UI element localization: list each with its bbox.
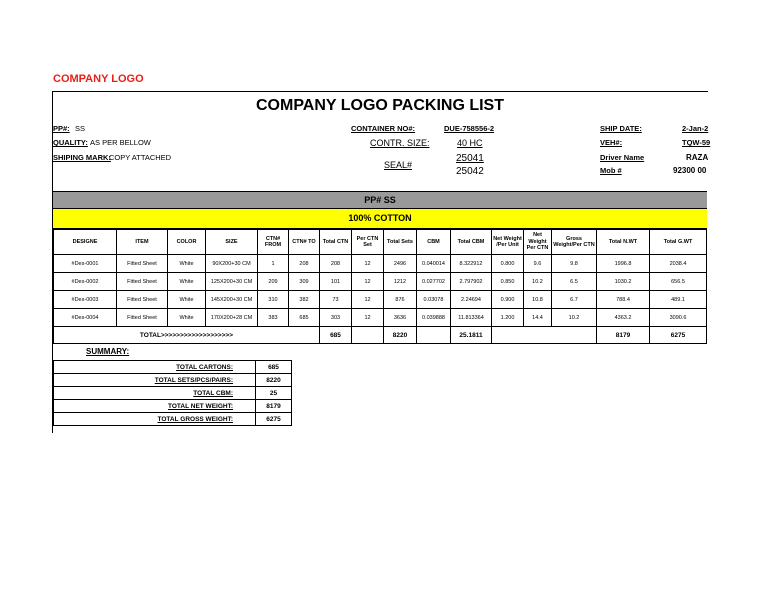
quality-label: QUALITY: xyxy=(53,138,88,147)
table-cell: 656.5 xyxy=(650,273,707,291)
column-header: Net Weight /Per Unit xyxy=(492,230,524,255)
table-cell: 101 xyxy=(320,273,352,291)
table-cell: 309 xyxy=(289,273,320,291)
table-cell: Fitted Sheet xyxy=(117,309,168,327)
summary-label: TOTAL GROSS WEIGHT: xyxy=(54,413,256,426)
table-cell: 0.039888 xyxy=(417,309,451,327)
company-logo: COMPANY LOGO xyxy=(53,73,144,85)
summary-row xyxy=(54,361,292,374)
total-nwt: 8179 xyxy=(597,327,650,344)
total-empty xyxy=(417,327,451,344)
column-header: SIZE xyxy=(206,230,258,255)
table-cell: 0.900 xyxy=(492,291,524,309)
table-cell: #Des-0004 xyxy=(54,309,117,327)
table-row xyxy=(54,309,707,327)
seal-value-2: 25042 xyxy=(456,166,484,177)
column-header: Total CTN xyxy=(320,230,352,255)
table-cell: 685 xyxy=(289,309,320,327)
table-cell: 125X200+30 CM xyxy=(206,273,258,291)
table-cell: 310 xyxy=(258,291,289,309)
total-ctn: 685 xyxy=(320,327,352,344)
veh-value: TQW-59 xyxy=(682,138,711,147)
summary-row xyxy=(54,413,292,426)
total-cbm: 25.1811 xyxy=(451,327,492,344)
table-cell: 3636 xyxy=(384,309,417,327)
column-header: Total N.WT xyxy=(597,230,650,255)
summary-label: TOTAL NET WEIGHT: xyxy=(54,400,256,413)
summary-title: SUMMARY: xyxy=(86,347,130,356)
table-cell: 0.850 xyxy=(492,273,524,291)
table-cell: Fitted Sheet xyxy=(117,273,168,291)
pp-value: SS xyxy=(75,124,86,133)
table-cell: 1212 xyxy=(384,273,417,291)
column-header: Total G.WT xyxy=(650,230,707,255)
table-cell: 10.8 xyxy=(524,291,552,309)
table-cell: #Des-0002 xyxy=(54,273,117,291)
table-cell: 8.322912 xyxy=(451,255,492,273)
table-header-row xyxy=(54,230,707,255)
table-cell: 3090.6 xyxy=(650,309,707,327)
ship-date-label: SHIP DATE: xyxy=(600,124,642,133)
table-cell: 12 xyxy=(352,273,384,291)
summary-label: TOTAL SETS/PCS/PAIRS: xyxy=(54,374,256,387)
table-cell: 12 xyxy=(352,309,384,327)
table-row xyxy=(54,273,707,291)
totals-row xyxy=(54,327,707,344)
contr-size-value: 40 HC xyxy=(457,138,483,148)
veh-label: VEH#: xyxy=(600,138,623,147)
pp-bar: PP# SS xyxy=(53,191,707,209)
shipping-mark-value: COPY ATTACHED xyxy=(109,153,172,162)
summary-row xyxy=(54,400,292,413)
table-cell: Fitted Sheet xyxy=(117,291,168,309)
column-header: DESIGNE xyxy=(54,230,117,255)
mob-label: Mob # xyxy=(600,166,622,175)
summary-label: TOTAL CBM: xyxy=(54,387,256,400)
column-header: CBM xyxy=(417,230,451,255)
table-cell: 14.4 xyxy=(524,309,552,327)
table-row xyxy=(54,255,707,273)
table-cell: White xyxy=(168,273,206,291)
table-cell: 2496 xyxy=(384,255,417,273)
column-header: Gross Weight/Per CTN xyxy=(552,230,597,255)
ship-date-value: 2-Jan-2 xyxy=(682,124,709,133)
summary-value: 685 xyxy=(256,361,292,374)
table-cell: 0.800 xyxy=(492,255,524,273)
table-cell: 2038.4 xyxy=(650,255,707,273)
total-gwt: 6275 xyxy=(650,327,707,344)
column-header: Total Sets xyxy=(384,230,417,255)
table-cell: 382 xyxy=(289,291,320,309)
table-cell: 1 xyxy=(258,255,289,273)
table-cell: 6.7 xyxy=(552,291,597,309)
summary-label: TOTAL CARTONS: xyxy=(54,361,256,374)
total-empty xyxy=(352,327,384,344)
table-cell: 383 xyxy=(258,309,289,327)
table-cell: 9.6 xyxy=(524,255,552,273)
table-cell: 9.8 xyxy=(552,255,597,273)
container-value: DUE-758556-2 xyxy=(444,124,495,133)
summary-value: 25 xyxy=(256,387,292,400)
table-cell: 489.1 xyxy=(650,291,707,309)
quality-value: AS PER BELLOW xyxy=(90,138,151,147)
container-label: CONTAINER NO#: xyxy=(351,124,416,133)
table-cell: 90X200+30 CM xyxy=(206,255,258,273)
table-cell: 0.040014 xyxy=(417,255,451,273)
table-cell: 788.4 xyxy=(597,291,650,309)
table-cell: #Des-0001 xyxy=(54,255,117,273)
table-cell: 876 xyxy=(384,291,417,309)
column-header: COLOR xyxy=(168,230,206,255)
column-header: Total CBM xyxy=(451,230,492,255)
contr-size-label: CONTR. SIZE: xyxy=(370,138,430,148)
summary-row xyxy=(54,374,292,387)
table-cell: 0.027702 xyxy=(417,273,451,291)
table-cell: Fitted Sheet xyxy=(117,255,168,273)
shipping-mark-label: SHIPING MARK: xyxy=(53,153,111,162)
total-empty xyxy=(492,327,597,344)
column-header: Net Weight Per CTN xyxy=(524,230,552,255)
table-cell: 10.2 xyxy=(552,309,597,327)
total-label: TOTAL>>>>>>>>>>>>>>>>>>> xyxy=(54,327,320,344)
summary-table xyxy=(53,360,292,426)
table-cell: White xyxy=(168,255,206,273)
table-cell: 2.24694 xyxy=(451,291,492,309)
fabric-bar: 100% COTTON xyxy=(53,209,707,229)
table-cell: 0.03078 xyxy=(417,291,451,309)
table-cell: 1030.2 xyxy=(597,273,650,291)
table-cell: 4363.2 xyxy=(597,309,650,327)
table-row xyxy=(54,291,707,309)
table-cell: #Des-0003 xyxy=(54,291,117,309)
summary-value: 6275 xyxy=(256,413,292,426)
table-cell: 209 xyxy=(258,273,289,291)
frame-border-top xyxy=(52,91,708,92)
document-title: COMPANY LOGO PACKING LIST xyxy=(255,97,504,114)
table-cell: 208 xyxy=(289,255,320,273)
mob-value: 92300 00 xyxy=(673,166,707,175)
seal-label: SEAL# xyxy=(384,160,413,170)
table-cell: 208 xyxy=(320,255,352,273)
column-header: Per CTN Set xyxy=(352,230,384,255)
table-cell: 11.813364 xyxy=(451,309,492,327)
summary-row xyxy=(54,387,292,400)
summary-value: 8179 xyxy=(256,400,292,413)
table-cell: White xyxy=(168,309,206,327)
table-cell: 1996.8 xyxy=(597,255,650,273)
table-cell: 12 xyxy=(352,291,384,309)
column-header: CTN# TO xyxy=(289,230,320,255)
packing-table xyxy=(53,229,707,344)
driver-label: Driver Name xyxy=(600,153,645,162)
table-cell: 10.2 xyxy=(524,273,552,291)
driver-value: RAZA xyxy=(686,153,709,162)
column-header: CTN# FROM xyxy=(258,230,289,255)
pp-label: PP#: xyxy=(53,124,70,133)
table-cell: 303 xyxy=(320,309,352,327)
table-cell: 170X200+28 CM xyxy=(206,309,258,327)
table-cell: 145X200+30 CM xyxy=(206,291,258,309)
table-cell: 6.5 xyxy=(552,273,597,291)
table-cell: White xyxy=(168,291,206,309)
table-cell: 12 xyxy=(352,255,384,273)
table-cell: 1.200 xyxy=(492,309,524,327)
table-cell: 73 xyxy=(320,291,352,309)
summary-value: 8220 xyxy=(256,374,292,387)
total-sets: 8220 xyxy=(384,327,417,344)
column-header: ITEM xyxy=(117,230,168,255)
table-cell: 2.797902 xyxy=(451,273,492,291)
seal-value-1: 25041 xyxy=(456,153,484,164)
